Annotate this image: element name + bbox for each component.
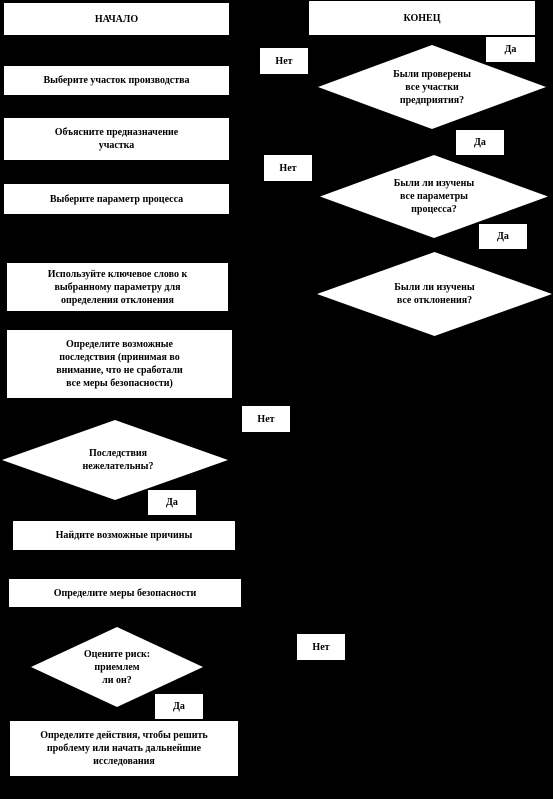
start-label: НАЧАЛО: [94, 13, 139, 25]
label-yes-2: [456, 130, 504, 155]
start-terminal: [4, 3, 229, 35]
label-yes-1: [486, 37, 535, 62]
decision-all-params-text: Были ли изучены все параметры процесса?: [393, 178, 475, 215]
decision-all-deviations: [317, 252, 552, 336]
step-select-param-text: Выберите параметр процесса: [49, 193, 184, 205]
label-yes-5: [155, 694, 203, 719]
decision-all-deviations-text: Были ли изучены все отклонения?: [394, 282, 475, 306]
step-consequences-text: Определите возможные последствия (принимая во внимание, что не сработали все меры безопасности): [56, 339, 183, 389]
step-actions: [10, 721, 238, 776]
step-consequences: [7, 330, 232, 398]
label-no-4-text: Нет: [312, 641, 330, 653]
step-select-area-text: Выберите участок производства: [43, 75, 190, 86]
end-terminal: [309, 1, 535, 35]
step-select-area: [4, 66, 229, 95]
label-yes-3-text: Да: [497, 231, 509, 242]
step-causes-text: Найдите возможные причины: [55, 530, 193, 541]
step-keyword-text: Используйте ключевое слово к выбранному параметру для определения отклонения: [47, 268, 188, 306]
decision-undesirable: [2, 420, 228, 500]
label-yes-3: [479, 224, 527, 249]
label-yes-4-text: Да: [166, 497, 178, 508]
step-safety: [9, 579, 241, 607]
label-no-1-text: Нет: [275, 55, 293, 67]
decision-undesirable-text: Последствия нежелательны?: [82, 448, 154, 472]
step-select-param: [4, 184, 229, 214]
label-yes-4: [148, 490, 196, 515]
decision-risk-text: Оцените риск: приемлем ли он?: [83, 648, 151, 686]
decision-all-areas-text: Были проверены все участки предприятия?: [393, 68, 471, 106]
label-no-4: [297, 634, 345, 660]
step-safety-text: Определите меры безопасности: [53, 587, 197, 599]
label-no-2: [264, 155, 312, 181]
label-no-1: [260, 48, 308, 74]
step-explain-purpose: [4, 118, 229, 160]
end-label: КОНЕЦ: [403, 12, 441, 24]
label-no-3: [242, 406, 290, 432]
step-causes: [13, 521, 235, 550]
step-keyword: [7, 263, 228, 311]
step-actions-text: Определите действия, чтобы решить проблему или начать дальнейшие исследования: [40, 730, 208, 767]
step-explain-purpose-text: Объясните предназначение участка: [54, 127, 179, 151]
label-no-3-text: Нет: [257, 413, 275, 425]
label-yes-1-text: Да: [504, 44, 517, 55]
label-yes-5-text: Да: [173, 701, 185, 712]
label-yes-2-text: Да: [474, 137, 486, 148]
label-no-2-text: Нет: [279, 162, 297, 174]
